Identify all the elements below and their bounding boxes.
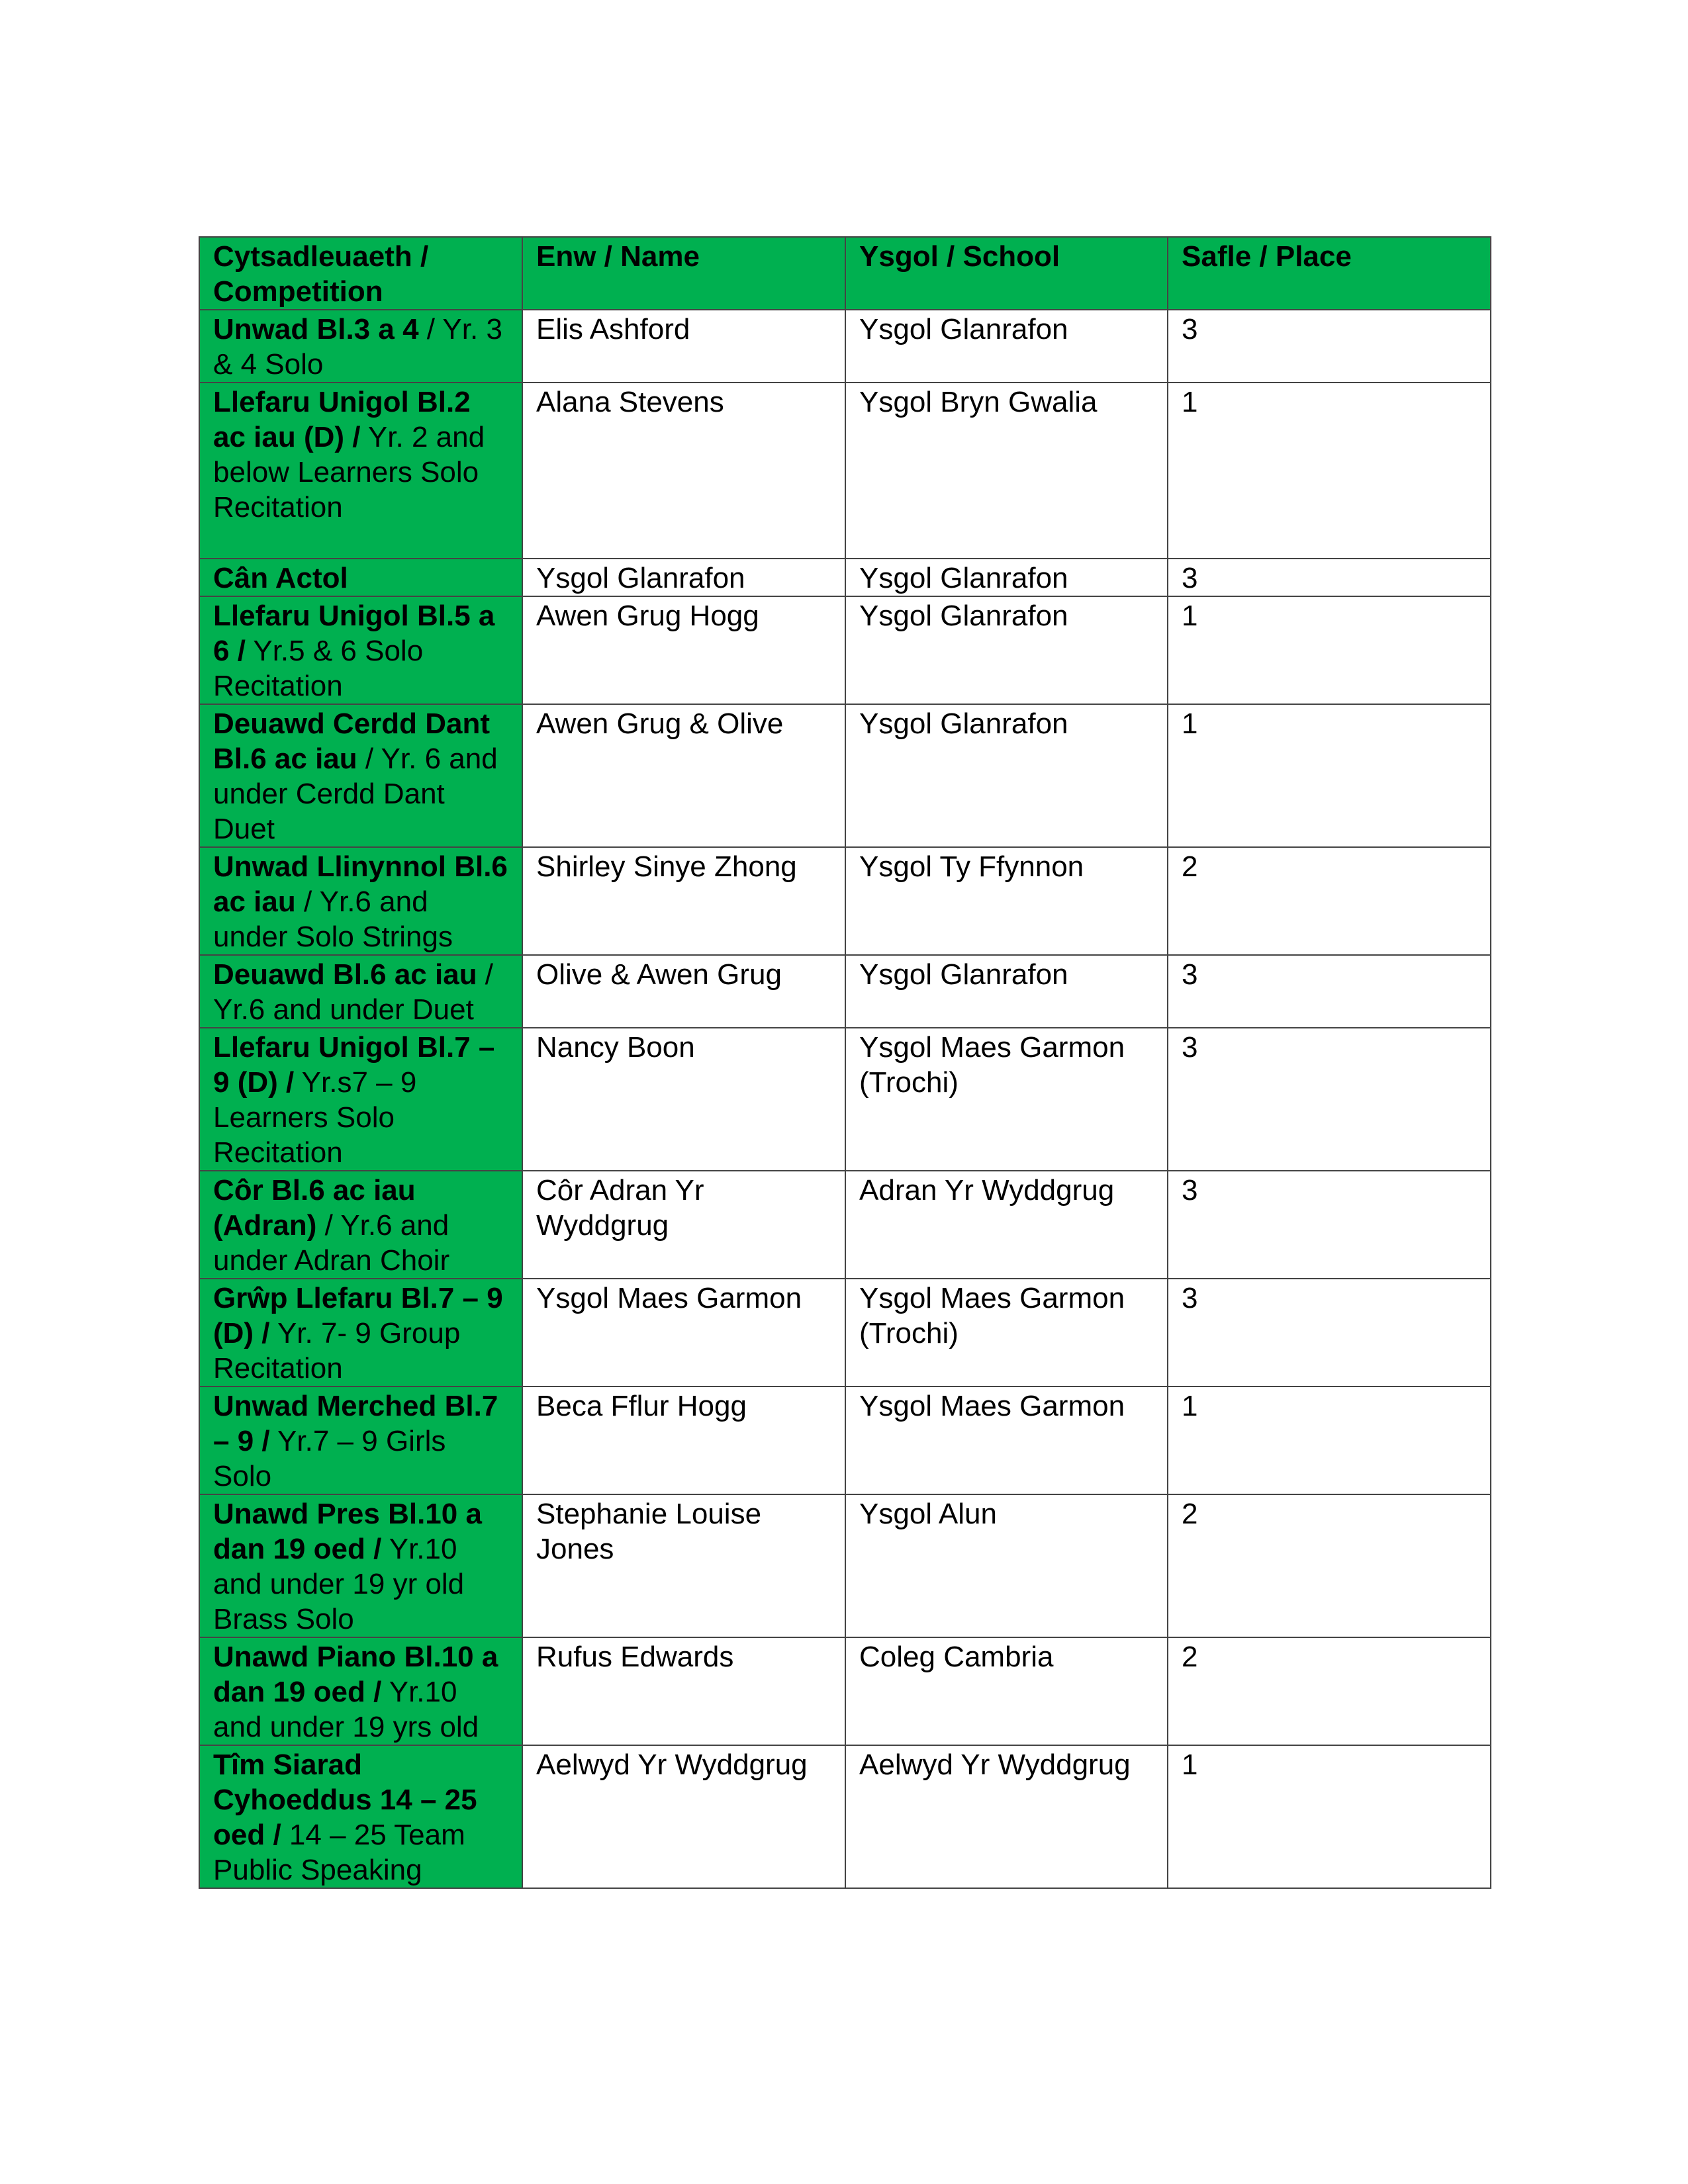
- cell-place: 3: [1168, 955, 1491, 1028]
- competition-english: Yr.10 and under 19 yr old Brass Solo: [213, 1533, 465, 1635]
- competition-english: Yr.10 and under 19 yrs old: [213, 1676, 479, 1743]
- competition-welsh: Unawd Pres Bl.10 a dan 19 oed /: [213, 1498, 482, 1565]
- results-table: [199, 236, 1491, 1889]
- cell-school: Ysgol Glanrafon: [845, 955, 1168, 1028]
- competition-english: / Yr.6 and under Solo Strings: [213, 886, 453, 953]
- competition-english: / Yr. 3 & 4 Solo: [213, 313, 502, 381]
- table-row: [199, 704, 1491, 847]
- competition-english: Yr.5 & 6 Solo Recitation: [213, 635, 424, 702]
- cell-school: Ysgol Maes Garmon (Trochi): [845, 1279, 1168, 1387]
- header-school: Ysgol / School: [845, 237, 1168, 310]
- cell-place: 1: [1168, 1387, 1491, 1494]
- cell-competition: [199, 1745, 522, 1888]
- competition-welsh: Llefaru Unigol Bl.5 a 6 /: [213, 600, 495, 667]
- table-row: [199, 1279, 1491, 1387]
- cell-school: Ysgol Bryn Gwalia: [845, 383, 1168, 559]
- cell-school: Coleg Cambria: [845, 1637, 1168, 1745]
- cell-school: Aelwyd Yr Wyddgrug: [845, 1745, 1168, 1888]
- cell-place: 2: [1168, 847, 1491, 955]
- table-row: [199, 310, 1491, 383]
- table-row: [199, 1494, 1491, 1637]
- cell-name: Aelwyd Yr Wyddgrug: [522, 1745, 845, 1888]
- competition-welsh: Unawd Piano Bl.10 a dan 19 oed /: [213, 1641, 498, 1708]
- cell-competition: [199, 559, 522, 596]
- header-place: Safle / Place: [1168, 237, 1491, 310]
- competition-english: Yr.7 – 9 Girls Solo: [213, 1425, 446, 1492]
- cell-school: Ysgol Glanrafon: [845, 559, 1168, 596]
- cell-place: 2: [1168, 1494, 1491, 1637]
- cell-place: 2: [1168, 1637, 1491, 1745]
- cell-school: Ysgol Maes Garmon: [845, 1387, 1168, 1494]
- cell-competition: [199, 1637, 522, 1745]
- table-row: [199, 1171, 1491, 1279]
- table-row: [199, 596, 1491, 704]
- competition-welsh: Llefaru Unigol Bl.2 ac iau (D) /: [213, 386, 471, 453]
- cell-competition: [199, 704, 522, 847]
- cell-school: Ysgol Ty Ffynnon: [845, 847, 1168, 955]
- header-name: Enw / Name: [522, 237, 845, 310]
- cell-competition: [199, 596, 522, 704]
- cell-competition: [199, 955, 522, 1028]
- table-row: [199, 559, 1491, 596]
- cell-school: Adran Yr Wyddgrug: [845, 1171, 1168, 1279]
- cell-name: Alana Stevens: [522, 383, 845, 559]
- table-row: [199, 847, 1491, 955]
- cell-name: Ysgol Maes Garmon: [522, 1279, 845, 1387]
- cell-school: Ysgol Alun: [845, 1494, 1168, 1637]
- cell-name: Ysgol Glanrafon: [522, 559, 845, 596]
- table-row: [199, 1387, 1491, 1494]
- cell-name: Awen Grug Hogg: [522, 596, 845, 704]
- header-competition: Cytsadleuaeth / Competition: [199, 237, 522, 310]
- competition-welsh: Grŵp Llefaru Bl.7 – 9 (D) /: [213, 1282, 503, 1349]
- competition-welsh: Unwad Llinynnol Bl.6 ac iau: [213, 850, 508, 918]
- competition-welsh: Llefaru Unigol Bl.7 – 9 (D) /: [213, 1031, 495, 1099]
- cell-place: 1: [1168, 596, 1491, 704]
- cell-name: Nancy Boon: [522, 1028, 845, 1171]
- cell-competition: [199, 847, 522, 955]
- competition-english: Yr. 2 and below Learners Solo Recitation: [213, 421, 485, 523]
- cell-name: Côr Adran Yr Wyddgrug: [522, 1171, 845, 1279]
- cell-place: 3: [1168, 1028, 1491, 1171]
- competition-welsh: Cân Actol: [213, 562, 348, 594]
- competition-english: / Yr.6 and under Adran Choir: [213, 1209, 450, 1277]
- cell-competition: [199, 383, 522, 559]
- cell-name: Stephanie Louise Jones: [522, 1494, 845, 1637]
- competition-english: / Yr. 6 and under Cerdd Dant Duet: [213, 743, 498, 845]
- cell-place: 3: [1168, 1171, 1491, 1279]
- table-row: [199, 1637, 1491, 1745]
- header-row: [199, 237, 1491, 310]
- competition-welsh: Deuawd Bl.6 ac iau: [213, 958, 477, 991]
- cell-school: Ysgol Glanrafon: [845, 704, 1168, 847]
- table-row: [199, 1745, 1491, 1888]
- cell-place: 3: [1168, 310, 1491, 383]
- competition-english: Yr.s7 – 9 Learners Solo Recitation: [213, 1066, 417, 1169]
- cell-name: Awen Grug & Olive: [522, 704, 845, 847]
- cell-place: 3: [1168, 559, 1491, 596]
- cell-place: 1: [1168, 1745, 1491, 1888]
- table-row: [199, 1028, 1491, 1171]
- cell-name: Beca Fflur Hogg: [522, 1387, 845, 1494]
- cell-competition: [199, 1028, 522, 1171]
- cell-name: Olive & Awen Grug: [522, 955, 845, 1028]
- cell-competition: [199, 1494, 522, 1637]
- table-body: [199, 310, 1491, 1888]
- cell-name: Elis Ashford: [522, 310, 845, 383]
- table-header: [199, 237, 1491, 310]
- competition-welsh: Côr Bl.6 ac iau (Adran): [213, 1174, 416, 1242]
- competition-english: / Yr.6 and under Duet: [213, 958, 494, 1026]
- table-row: [199, 383, 1491, 559]
- competition-welsh: Tîm Siarad Cyhoeddus 14 – 25 oed /: [213, 1749, 477, 1851]
- cell-school: Ysgol Glanrafon: [845, 596, 1168, 704]
- competition-welsh: Unwad Bl.3 a 4: [213, 313, 419, 345]
- cell-place: 1: [1168, 383, 1491, 559]
- cell-school: Ysgol Maes Garmon (Trochi): [845, 1028, 1168, 1171]
- cell-competition: [199, 1171, 522, 1279]
- competition-english: Yr. 7- 9 Group Recitation: [213, 1317, 461, 1385]
- cell-competition: [199, 1387, 522, 1494]
- table-row: [199, 955, 1491, 1028]
- cell-competition: [199, 1279, 522, 1387]
- cell-place: 1: [1168, 704, 1491, 847]
- cell-place: 3: [1168, 1279, 1491, 1387]
- cell-competition: [199, 310, 522, 383]
- competition-welsh: Unwad Merched Bl.7 – 9 /: [213, 1390, 498, 1457]
- cell-name: Rufus Edwards: [522, 1637, 845, 1745]
- competition-welsh: Deuawd Cerdd Dant Bl.6 ac iau: [213, 707, 491, 775]
- cell-school: Ysgol Glanrafon: [845, 310, 1168, 383]
- competition-english: 14 – 25 Team Public Speaking: [213, 1819, 465, 1886]
- cell-name: Shirley Sinye Zhong: [522, 847, 845, 955]
